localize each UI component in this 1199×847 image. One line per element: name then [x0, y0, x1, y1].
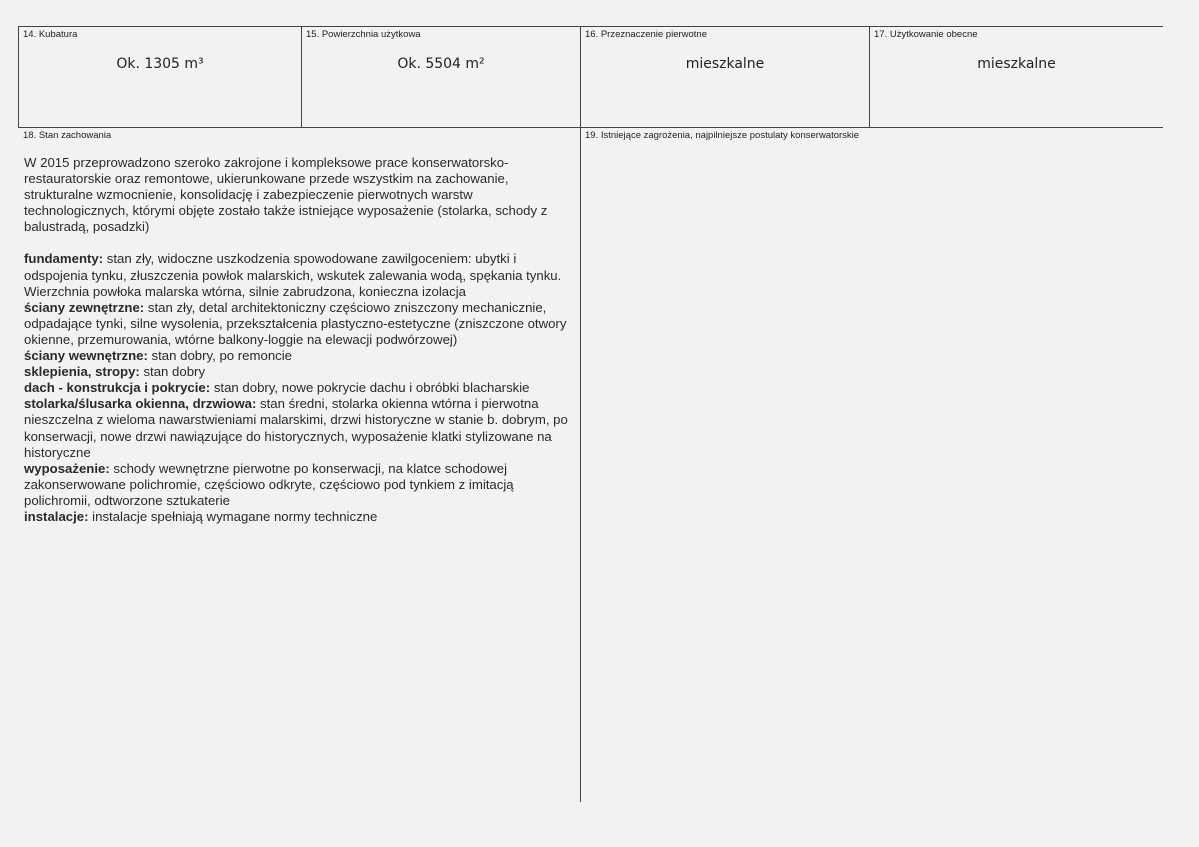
- uzytkowanie-value: mieszkalne: [977, 56, 1056, 72]
- condition-term: wyposażenie:: [24, 460, 110, 476]
- condition-term: ściany wewnętrzne:: [24, 348, 148, 364]
- przeznaczenie-value: mieszkalne: [685, 56, 765, 72]
- left-border: [18, 26, 19, 128]
- condition-term: fundamenty:: [24, 251, 104, 267]
- condition-item-sciany-wewnetrzne: [24, 348, 572, 364]
- condition-item-wyposazenie: [24, 461, 572, 509]
- condition-text: stan dobry, nowe pokrycie dachu i obróbki blacharskie: [210, 380, 530, 396]
- condition-item-stolarka: [24, 396, 572, 460]
- powierzchnia-label: 15. Powierzchnia użytkowa: [306, 29, 421, 40]
- col-divider-1: [301, 26, 302, 128]
- zagrozenia-label: 19. Istniejące zagrożenia, najpilniejsze postulaty konserwatorskie: [585, 130, 860, 141]
- condition-text: stan zły, widoczne uszkodzenia spowodowane zawilgoceniem: ubytki i odspojenia tynku, złuszczenia powłok malarskich, wskutek zalewania wodą, spękania tynku. Wierzchnia powłoka malarska wtórna, silnie zabrudzona, konieczna izolacja: [24, 251, 562, 299]
- stan-label: 18. Stan zachowania: [23, 130, 112, 141]
- condition-item-sklepienia: [24, 364, 572, 380]
- condition-term: instalacje:: [24, 508, 89, 524]
- condition-text: schody wewnętrzne pierwotne po konserwacji, na klatce schodowej zakonserwowane polichromie, częściowo odkryte, częściowo pod tynkiem z imitacją polichromii, odtworzone sztukaterie: [24, 460, 514, 508]
- condition-item-sciany-zewnetrzne: [24, 300, 572, 348]
- col-divider-2: [580, 26, 581, 802]
- top-border: [18, 26, 1163, 27]
- condition-term: dach - konstrukcja i pokrycie:: [24, 380, 211, 396]
- condition-item-dach: [24, 380, 572, 396]
- kubatura-value: Ok. 1305 m³: [116, 56, 204, 72]
- condition-text: stan dobry, po remoncie: [147, 348, 293, 364]
- col-divider-3: [869, 26, 870, 128]
- row-divider: [18, 127, 1163, 128]
- kubatura-label: 14. Kubatura: [23, 29, 78, 40]
- uzytkowanie-label: 17. Użytkowanie obecne: [874, 29, 978, 40]
- condition-text: stan zły, detal architektoniczny częściowo zniszczony mechanicznie, odpadające tynki, silne wysolenia, przekształcenia plastyczno-estetyczne (zniszczone otwory okienne, przemurowania, wtórne balkony-loggie na elewacji podwórzowej): [24, 299, 567, 347]
- condition-text: stan dobry: [139, 364, 206, 380]
- powierzchnia-value: Ok. 5504 m²: [397, 56, 485, 72]
- condition-item-instalacje: [24, 509, 572, 525]
- condition-term: sklepienia, stropy:: [24, 364, 140, 380]
- condition-text: instalacje spełniają wymagane normy techniczne: [88, 508, 378, 524]
- przeznaczenie-label: 16. Przeznaczenie pierwotne: [585, 29, 707, 40]
- condition-term: ściany zewnętrzne:: [24, 299, 145, 315]
- condition-term: stolarka/ślusarka okienna, drzwiowa:: [24, 396, 257, 412]
- stan-content: [24, 155, 572, 525]
- stan-intro: W 2015 przeprowadzono szeroko zakrojone i kompleksowe prace konserwatorsko-restauratorskie oraz remontowe, ukierunkowane przede wszystkim na zachowanie, strukturalne wzmocnienie, konsolidację i zabezpieczenie pierwotnych warstw technologicznych, którymi objęte zostało także istniejące wyposażenie (stolarka, schody z balustradą, posadzki): [24, 155, 548, 235]
- condition-item-fundamenty: [24, 251, 572, 299]
- condition-text: stan średni, stolarka okienna wtórna i pierwotna nieszczelna z wieloma nawarstwieniami malarskimi, drzwi historyczne w stanie b. dobrym, po konserwacji, nowe drzwi nawiązujące do historycznych, wyposażenie klatki stylizowane na historyczne: [24, 396, 568, 460]
